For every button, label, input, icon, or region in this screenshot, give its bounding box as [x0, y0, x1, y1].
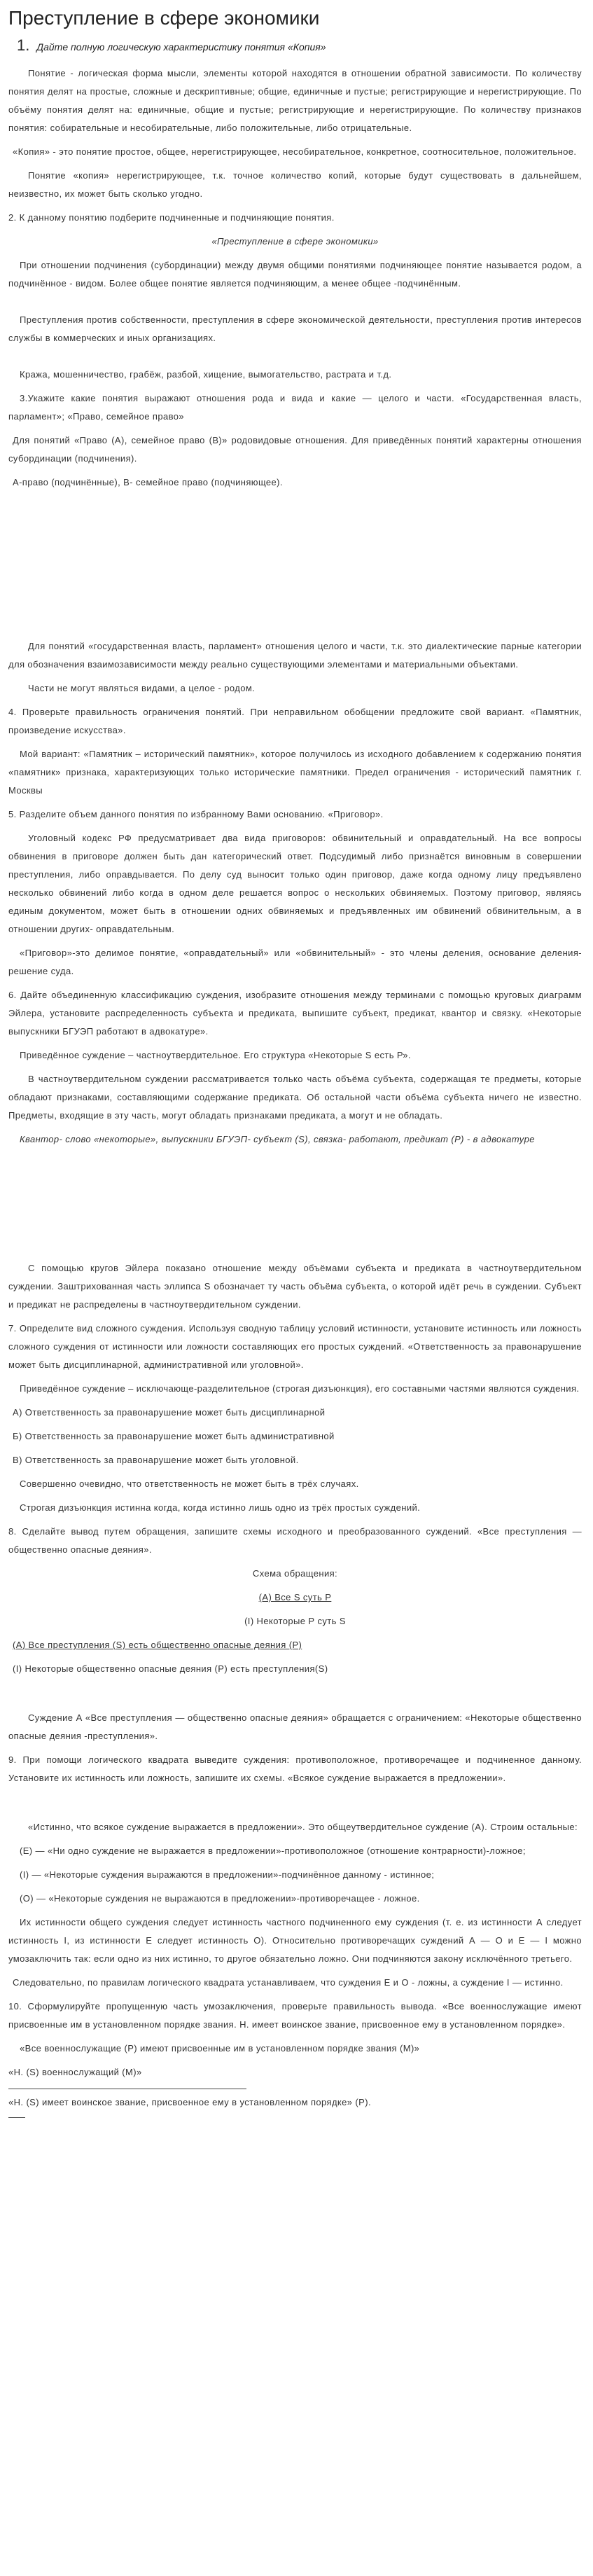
paragraph: Приведённое суждение – исключающе-разделительное (строгая дизъюнкция), его составными частями являются суждения.	[20, 1383, 580, 1394]
paragraph: (I) — «Некоторые суждения выражаются в предложении»-подчинённое данному - истинное;	[20, 1869, 435, 1880]
question-9: 9. При помощи логического квадрата выведите суждения: противоположное, противоречащее и подчиненное данному. Установите их истинность или ложность, запишите их схемы. «Всякое суждение выражается в предложении».	[8, 1754, 582, 1783]
paragraph: Схема обращения:	[252, 1568, 338, 1579]
paragraph: Понятие «копия» нерегистрирующее, т.к. точное количество копий, которые будут существовать в дальнейшем, неизвестно, их может быть сколько угодно.	[8, 170, 582, 199]
paragraph: Мой вариант: «Памятник – исторический памятник», которое получилось из исходного добавлением к содержанию понятия «памятник» признака, характеризующих только исторические памятники. Предел ограничения - исторический памятник г. Москвы	[8, 749, 582, 796]
paragraph: Для понятий «Право (А), семейное право (В)» родовидовые отношения. Для приведённых понятий характерны отношения субординации (подчинения).	[8, 435, 582, 464]
blank-space	[8, 497, 582, 637]
paragraph: А-право (подчинённые), В- семейное право (подчиняющее).	[13, 477, 283, 487]
paragraph: Кража, мошенничество, грабёж, разбой, хищение, вымогательство, растрата и т.д.	[20, 369, 392, 380]
paragraph: (Е) — «Ни одно суждение не выражается в предложении»-противоположное (отношение контрарности)-ложное;	[20, 1846, 526, 1856]
paragraph: Следовательно, по правилам логического квадрата устанавливаем, что суждения Е и О - ложны, а суждение I — истинно.	[13, 1977, 564, 1988]
question-10: 10. Сформулируйте пропущенную часть умозаключения, проверьте правильность вывода. «Все военнослужащие имеют присвоенные им в установленном порядке звания. Н. имеет воинское звание, присвоенное ему в установленном порядке».	[8, 2001, 582, 2030]
question-6: 6. Дайте объединенную классификацию суждения, изобразите отношения между терминами с помощью круговых диаграмм Эйлера, установите распределенность субъекта и предиката, выпишите субъект, предикат, квантор и связку. «Некоторые выпускники БГУЭП работают в адвокатуре».	[8, 990, 582, 1037]
paragraph: Приведённое суждение – частноутвердительное. Его структура «Некоторые S есть Р».	[20, 1050, 411, 1060]
paragraph: В) Ответственность за правонарушение может быть уголовной.	[13, 1455, 299, 1465]
paragraph: Уголовный кодекс РФ предусматривает два вида приговоров: обвинительный и оправдательный. На все вопросы обвинения в приговоре должен быть дан категорический ответ. Подсудимый либо признаётся виновным в совершении преступления, либо оправдывается. По делу суд выносит только один приговор, даже когда одному лицу предъявлено несколько обвинений либо когда в одном деле решается вопрос о нескольких обвиняемых. Поэтому приговор, являясь единым документом, может быть в отношении одних обвиняемых и предъявленных им обвинений обвинительным, а в отношении других- оправдательным.	[8, 833, 582, 934]
paragraph: «Приговор»-это делимое понятие, «оправдательный» или «обвинительный» - это члены деления, основание деления- решение суда.	[8, 948, 582, 976]
paragraph: Б) Ответственность за правонарушение может быть административной	[13, 1431, 335, 1441]
euler-diagram-placeholder	[8, 1154, 582, 1259]
question-1	[17, 36, 582, 55]
divider	[8, 2117, 25, 2118]
paragraph: Понятие - логическая форма мысли, элементы которой находятся в отношении обратной зависимости. По количеству понятия делят на простые, сложные и дескриптивные; общие, единичные и пустые; регистрирующие и нерегистрирующие. По объёму понятия делят на: единичные, общие и пустые; регистрирующие и нерегистрирующие. По количеству признаков понятия: собирательные и несобирательные, либо положительные, либо отрицательные.	[8, 68, 582, 133]
paragraph: (А) Все S суть Р	[258, 1592, 332, 1602]
paragraph: «Преступление в сфере экономики»	[211, 236, 379, 247]
paragraph: Для понятий «государственная власть, парламент» отношения целого и части, т.к. это диалектические парные категории для обозначения взаимозависимости между реально существующими элементами и материальными объектами.	[8, 641, 582, 670]
paragraph: Суждение А «Все преступления — общественно опасные деяния» обращается с ограничением: «Некоторые общественно опасные деяния -преступления».	[8, 1712, 582, 1741]
paragraph: А) Ответственность за правонарушение может быть дисциплинарной	[13, 1407, 326, 1418]
paragraph: «Н. (S) военнослужащий (М)»	[8, 2067, 142, 2077]
paragraph: «Н. (S) имеет воинское звание, присвоенное ему в установленном порядке» (Р).	[8, 2097, 371, 2107]
paragraph: «Копия» - это понятие простое, общее, нерегистрирующее, несобирательное, конкретное, соотносительное, положительное.	[13, 146, 577, 157]
question-3: 3.Укажите какие понятия выражают отношения рода и вида и какие — целого и части. «Государственная власть, парламент»; «Право, семейное право»	[8, 393, 582, 422]
paragraph: «Истинно, что всякое суждение выражается в предложении». Это общеутвердительное суждение (А). Строим остальные:	[28, 1822, 578, 1832]
paragraph: Квантор- слово «некоторые», выпускники БГУЭП- субъект (S), связка- работают, предикат (Р) - в адвокатуре	[20, 1134, 535, 1144]
question-4: 4. Проверьте правильность ограничения понятий. При неправильном обобщении предложите свой вариант. «Памятник, произведение искусства».	[8, 707, 582, 735]
paragraph: (А) Все преступления (S) есть общественно опасные деяния (Р)	[13, 1640, 302, 1650]
paragraph: (I) Некоторые общественно опасные деяния (Р) есть преступления(S)	[13, 1663, 328, 1674]
question-7: 7. Определите вид сложного суждения. Используя сводную таблицу условий истинности, установите истинность или ложность сложного суждения от истинности или ложности составляющих его простых суждений. «Ответственность за правонарушение может быть дисциплинарной, административной или уголовной».	[8, 1323, 582, 1370]
question-2: 2. К данному понятию подберите подчиненные и подчиняющие понятия.	[8, 212, 335, 223]
paragraph: «Все военнослужащие (Р) имеют присвоенные им в установленном порядке звания (М)»	[20, 2043, 420, 2054]
paragraph: В частноутвердительном суждении рассматривается только часть объёма субъекта, содержащая те предметы, которые обладают признаками, составляющими содержание предиката. Об остальной части объёма субъекта ничего не известно. Предметы, входящие в эту часть, могут обладать признаками предиката, а могут и не обладать.	[8, 1074, 582, 1121]
paragraph: (О) — «Некоторые суждения не выражаются в предложении»-противоречащее - ложное.	[20, 1893, 420, 1904]
page-title: Преступление в сфере экономики	[8, 7, 320, 29]
paragraph: С помощью кругов Эйлера показано отношение между объёмами субъекта и предиката в частноутвердительном суждении. Заштрихованная часть эллипса S обозначает ту часть объёма субъекта, о которой идёт речь в суждении. Субъект и предикат не распределены в частноутвердительном суждении.	[8, 1263, 582, 1310]
paragraph: Их истинности общего суждения следует истинность частного подчиненного ему суждения (т. е. из истинности А следует истинность I, из истинности Е следует истинность О). Относительно противоречащих суждений А — О и Е — I можно умозаключить так: если одно из них истинно, то другое обязательно ложно. Они подчиняются закону исключённого третьего.	[8, 1917, 582, 1964]
paragraph: (I) Некоторые Р суть S	[244, 1616, 346, 1626]
paragraph: Совершенно очевидно, что ответственность не может быть в трёх случаях.	[20, 1479, 359, 1489]
paragraph: Строгая дизъюнкция истинна когда, когда истинно лишь одно из трёх простых суждений.	[20, 1502, 421, 1513]
paragraph: При отношении подчинения (субординации) между двумя общими понятиями подчиняющее понятие называется родом, а подчинённое - видом. Более общее понятие является подчиняющим, а менее общее -подчинённым.	[8, 260, 582, 289]
question-8: 8. Сделайте вывод путем обращения, запишите схемы исходного и преобразованного суждений. «Все преступления — общественно опасные деяния».	[8, 1526, 582, 1555]
paragraph: Части не могут являться видами, а целое - родом.	[28, 683, 256, 693]
question-5: 5. Разделите объем данного понятия по избранному Вами основанию. «Приговор».	[8, 809, 384, 819]
question-1-number: 1.	[17, 36, 30, 54]
paragraph: Преступления против собственности, преступления в сфере экономической деятельности, преступления против интересов службы в коммерческих и иных организациях.	[8, 314, 582, 343]
question-1-text: Дайте полную логическую характеристику понятия «Копия»	[36, 41, 326, 53]
